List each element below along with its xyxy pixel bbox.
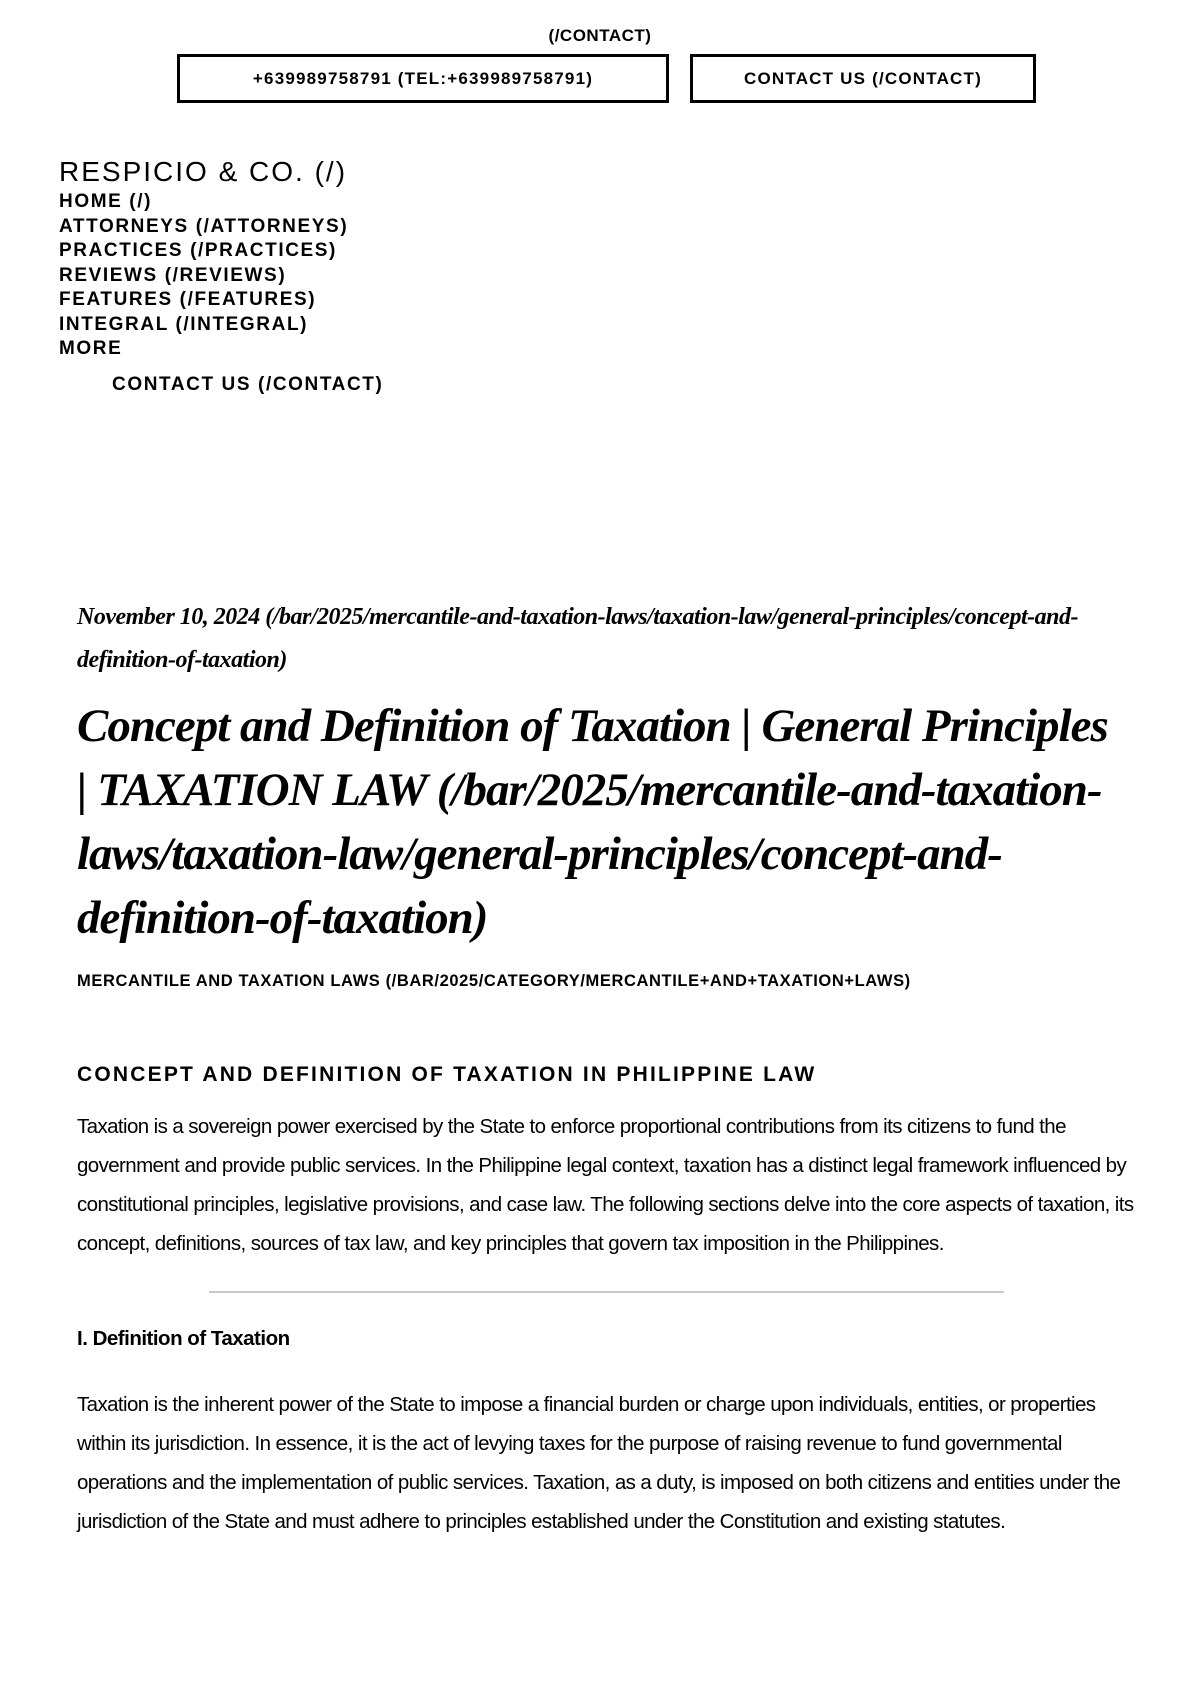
nav-item-more xyxy=(59,337,348,362)
top-contact-link[interactable]: (/CONTACT) xyxy=(548,26,652,45)
post-category xyxy=(77,972,1137,991)
nav-item-practices xyxy=(59,239,348,264)
sub-heading: I. Definition of Taxation xyxy=(77,1327,290,1350)
nav-item-attorneys xyxy=(59,215,348,240)
section-heading: CONCEPT AND DEFINITION OF TAXATION IN PHILIPPINE LAW xyxy=(77,1063,817,1086)
nav-item-integral xyxy=(59,313,348,338)
phone-button[interactable]: +639989758791 (TEL:+639989758791) xyxy=(177,54,669,103)
nav-link-reviews[interactable]: REVIEWS (/REVIEWS) xyxy=(59,264,287,286)
nav-item-home xyxy=(59,190,348,215)
post-date-link[interactable]: November 10, 2024 (/bar/2025/mercantile-and-taxation-laws/taxation-law/general-principles/concept-and-definition-of-taxation) xyxy=(77,604,1078,673)
definition-paragraph: Taxation is the inherent power of the State to impose a financial burden or charge upon individuals, entities, or properties within its jurisdiction. In essence, it is the act of levying taxes for the purpose of raising revenue to fund governmental operations and the implementation of public services. Taxation, as a duty, is imposed on both citizens and entities under the jurisdiction of the State and must adhere to principles established under the Constitution and existing statutes. xyxy=(77,1393,1121,1533)
nav-link-practices[interactable]: PRACTICES (/PRACTICES) xyxy=(59,240,337,261)
intro-paragraph: Taxation is a sovereign power exercised by the State to enforce proportional contributions from its citizens to fund the government and provide public services. In the Philippine legal context, taxation has a distinct legal framework influenced by constitutional principles, legislative provisions, and case law. The following sections delve into the core aspects of taxation, its concept, definitions, sources of tax law, and key principles that govern tax imposition in the Philippines. xyxy=(77,1115,1134,1255)
post-title-link[interactable]: Concept and Definition of Taxation | General Principles | TAXATION LAW (/bar/2025/mercantile-and-taxation-laws/taxation-law/general-principles/concept-and-definition-of-taxation) xyxy=(77,700,1108,944)
nav-link-more[interactable]: MORE xyxy=(59,338,123,359)
nav-contact-link[interactable]: CONTACT US (/CONTACT) xyxy=(112,374,384,395)
brand-logo-link[interactable]: RESPICIO & CO. (/) xyxy=(59,156,348,187)
nav-link-features[interactable]: FEATURES (/FEATURES) xyxy=(59,289,317,310)
divider xyxy=(209,1291,1004,1293)
nav-link-home[interactable]: HOME (/) xyxy=(59,191,153,212)
nav-link-attorneys[interactable]: ATTORNEYS (/ATTORNEYS) xyxy=(59,215,349,237)
main-nav xyxy=(59,190,348,362)
nav-link-integral[interactable]: INTEGRAL (/INTEGRAL) xyxy=(59,313,309,335)
nav-item-features xyxy=(59,288,348,313)
nav-item-reviews xyxy=(59,264,348,289)
post-title xyxy=(77,694,1117,950)
post-date xyxy=(77,596,1137,682)
article xyxy=(77,596,1137,1541)
category-link[interactable]: MERCANTILE AND TAXATION LAWS (/BAR/2025/CATEGORY/MERCANTILE+AND+TAXATION+LAWS) xyxy=(77,972,911,990)
contact-us-button[interactable]: CONTACT US (/CONTACT) xyxy=(690,54,1036,103)
